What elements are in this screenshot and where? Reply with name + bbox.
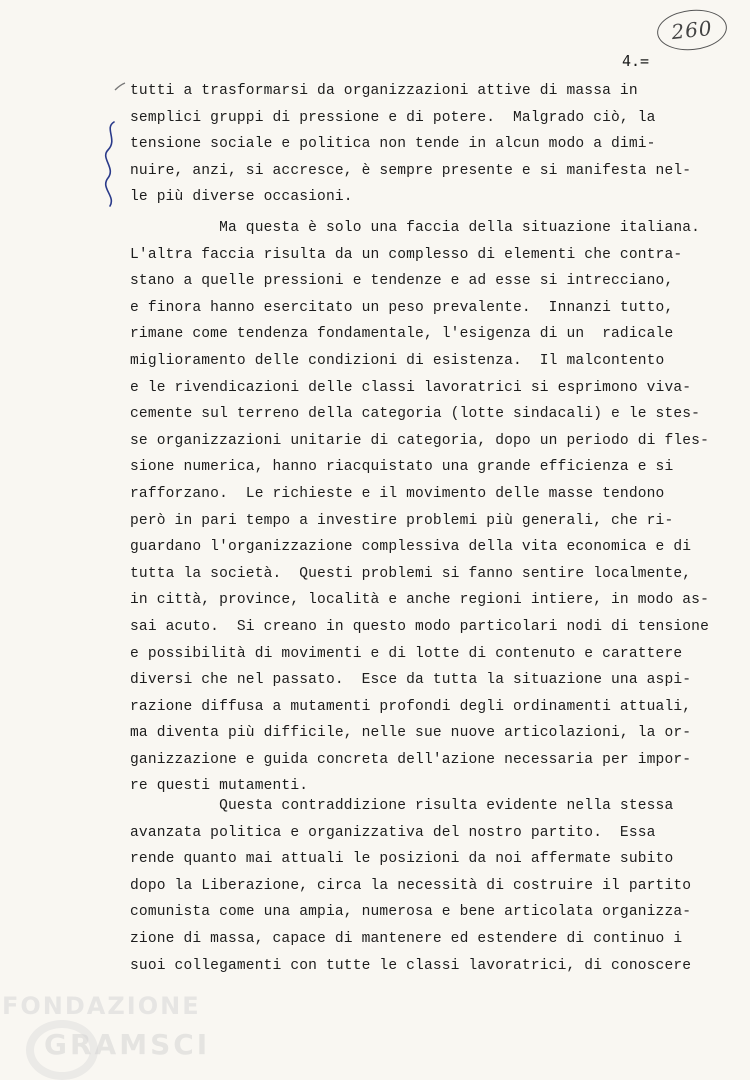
- watermark-line-1: FONDAZIONE: [2, 992, 201, 1020]
- text-line: le più diverse occasioni.: [130, 189, 353, 206]
- text-line: tutta la società. Questi problemi si fanno sentire localmente,: [130, 565, 692, 582]
- page-number: 4.=: [622, 52, 650, 70]
- archive-number-text: 260: [670, 15, 714, 45]
- text-line: diversi che nel passato. Esce da tutta la situazione una aspi-: [130, 672, 692, 689]
- text-line: e possibilità di movimenti e di lotte di contenuto e carattere: [130, 645, 683, 662]
- text-line: rafforzano. Le richieste e il movimento delle masse tendono: [130, 485, 665, 502]
- text-line: però in pari tempo a investire problemi più generali, che ri-: [130, 512, 674, 529]
- text-line: Questa contraddizione risulta evidente nella stessa: [130, 798, 674, 814]
- archive-number-stamp: [655, 6, 729, 53]
- text-line: re questi mutamenti.: [130, 778, 309, 795]
- text-line: cemente sul terreno della categoria (lotte sindacali) e le stes-: [130, 406, 701, 423]
- text-line: suoi collegamenti con tutte le classi lavoratrici, di conoscere: [130, 957, 692, 974]
- archive-watermark: [2, 992, 222, 1072]
- text-line: in città, province, località e anche regioni intiere, in modo as-: [130, 592, 709, 609]
- text-line: avanzata politica e organizzativa del nostro partito. Essa: [130, 824, 656, 841]
- text-line: sione numerica, hanno riacquistato una grande efficienza e si: [130, 459, 674, 476]
- paragraph-3: [130, 793, 730, 979]
- text-line: razione diffusa a mutamenti profondi degli ordinamenti attuali,: [130, 698, 692, 715]
- text-line: ganizzazione e guida concreta dell'azione necessaria per impor-: [130, 751, 692, 768]
- text-line: stano a quelle pressioni e tendenze e ad esse si intrecciano,: [130, 273, 674, 290]
- text-line: miglioramento delle condizioni di esistenza. Il malcontento: [130, 352, 665, 369]
- text-line: tutti a trasformarsi da organizzazioni attive di massa in: [130, 83, 638, 99]
- text-line: comunista come una ampia, numerosa e bene articolata organizza-: [130, 904, 692, 921]
- text-line: Ma questa è solo una faccia della situazione italiana.: [130, 220, 701, 236]
- text-line: sai acuto. Si creano in questo modo particolari nodi di tensione: [130, 618, 709, 635]
- text-line: rende quanto mai attuali le posizioni da noi affermate subito: [130, 851, 674, 868]
- paragraph-2: [130, 215, 730, 800]
- text-line: dopo la Liberazione, circa la necessità di costruire il partito: [130, 877, 692, 894]
- paragraph-1: [130, 78, 730, 211]
- text-line: rimane come tendenza fondamentale, l'esigenza di un radicale: [130, 326, 674, 343]
- margin-tick-mark: [112, 80, 128, 94]
- text-line: guardano l'organizzazione complessiva della vita economica e di: [130, 539, 692, 556]
- margin-annotation-bracket: [88, 118, 128, 208]
- text-line: ma diventa più difficile, nelle sue nuove articolazioni, la or-: [130, 725, 692, 742]
- text-line: e finora hanno esercitato un peso prevalente. Innanzi tutto,: [130, 299, 674, 316]
- text-line: se organizzazioni unitarie di categoria, dopo un periodo di fles-: [130, 432, 709, 449]
- text-line: nuire, anzi, si accresce, è sempre presente e si manifesta nel-: [130, 162, 692, 179]
- text-line: L'altra faccia risulta da un complesso di elementi che contra-: [130, 246, 683, 263]
- text-line: zione di massa, capace di mantenere ed estendere di continuo i: [130, 930, 683, 947]
- text-line: tensione sociale e politica non tende in alcun modo a dimi-: [130, 136, 656, 153]
- text-line: semplici gruppi di pressione e di potere. Malgrado ciò, la: [130, 109, 656, 126]
- watermark-line-2: GRAMSCI: [44, 1028, 211, 1061]
- text-line: e le rivendicazioni delle classi lavoratrici si esprimono viva-: [130, 379, 692, 396]
